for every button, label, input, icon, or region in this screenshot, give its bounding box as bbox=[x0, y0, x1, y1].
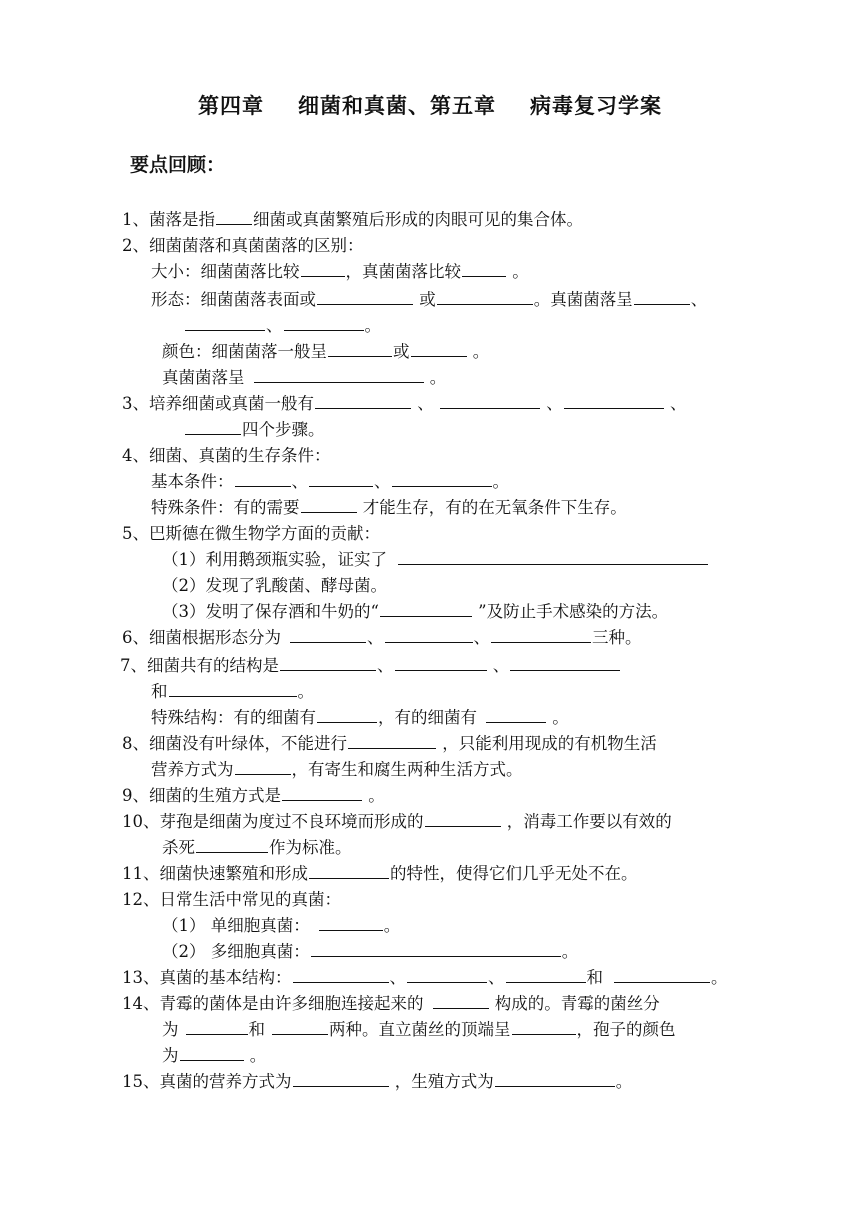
question-3-cont: 四个步骤。 bbox=[184, 419, 325, 441]
question-2-color: 颜色：细菌菌落一般呈 或 。 bbox=[162, 342, 490, 361]
question-14-cont-2: 为 。 bbox=[162, 1046, 267, 1065]
question-2-fungi-color: 真菌菌落呈 。 bbox=[162, 368, 447, 387]
question-15: 15、真菌的营养方式为 ，生殖方式为 。 bbox=[122, 1072, 633, 1091]
question-14-cont: 为 和 两种。直立菌丝的顶端呈 ，孢子的颜色 bbox=[162, 1020, 676, 1039]
question-7-cont: 和 。 bbox=[151, 682, 314, 701]
question-2-shape-cont: 、 。 bbox=[184, 315, 381, 337]
question-13: 13、真菌的基本结构： 、 、 和 。 bbox=[122, 968, 728, 987]
question-4-special: 特殊条件：有的需要 才能生存，有的在无氧条件下生存。 bbox=[151, 498, 627, 517]
title-part2: 细菌和真菌、第五章 bbox=[298, 94, 496, 118]
question-5-item-3: （3）发明了保存酒和牛奶的“ ”及防止手术感染的方法。 bbox=[162, 602, 669, 621]
section-heading: 要点回顾： bbox=[130, 154, 226, 176]
question-8-cont: 营养方式为 ，有寄生和腐生两种生活方式。 bbox=[151, 760, 523, 779]
question-10-cont: 杀死 作为标准。 bbox=[162, 838, 352, 857]
question-9: 9、细菌的生殖方式是 。 bbox=[122, 786, 385, 805]
question-10: 10、芽孢是细菌为度过不良环境而形成的 ，消毒工作要以有效的 bbox=[122, 812, 672, 831]
question-2-size: 大小：细菌菌落比较 ，真菌菌落比较 。 bbox=[151, 262, 529, 281]
question-2-shape: 形态：细菌菌落表面或 或 。真菌菌落呈 、 bbox=[151, 290, 708, 309]
page-title bbox=[0, 90, 860, 120]
question-4-basic: 基本条件： 、 、 。 bbox=[151, 472, 509, 491]
question-6: 6、细菌根据形态分为 、 、 三种。 bbox=[122, 628, 642, 647]
question-14: 14、青霉的菌体是由许多细胞连接起来的 构成的。青霉的菌丝分 bbox=[122, 994, 660, 1013]
question-2-heading: 2、细菌菌落和真菌菌落的区别： bbox=[122, 236, 364, 255]
title-part1: 第四章 bbox=[198, 94, 264, 118]
question-7-special: 特殊结构：有的细菌有 ，有的细菌有 。 bbox=[151, 708, 569, 727]
title-part3: 病毒复习学案 bbox=[530, 94, 662, 118]
question-11: 11、细菌快速繁殖和形成 的特性，使得它们几乎无处不在。 bbox=[122, 864, 638, 883]
question-4-heading: 4、细菌、真菌的生存条件： bbox=[122, 446, 331, 465]
question-1: 1、菌落是指 细菌或真菌繁殖后形成的肉眼可见的集合体。 bbox=[122, 210, 583, 229]
question-12-item-2: （2） 多细胞真菌： 。 bbox=[162, 942, 579, 961]
question-7: 7、细菌共有的结构是 、 、 bbox=[120, 655, 621, 677]
question-12-item-1: （1） 单细胞真菌： 。 bbox=[162, 916, 401, 935]
question-5-item-1: （1）利用鹅颈瓶实验，证实了 bbox=[162, 549, 709, 571]
question-3: 3、培养细菌或真菌一般有 、 、 、 bbox=[122, 394, 687, 413]
question-12-heading: 12、日常生活中常见的真菌： bbox=[122, 890, 341, 909]
question-5-item-2: （2）发现了乳酸菌、酵母菌。 bbox=[162, 576, 387, 595]
question-8: 8、细菌没有叶绿体，不能进行 ，只能利用现成的有机物生活 bbox=[122, 734, 657, 753]
question-5-heading: 5、巴斯德在微生物学方面的贡献： bbox=[122, 524, 380, 543]
